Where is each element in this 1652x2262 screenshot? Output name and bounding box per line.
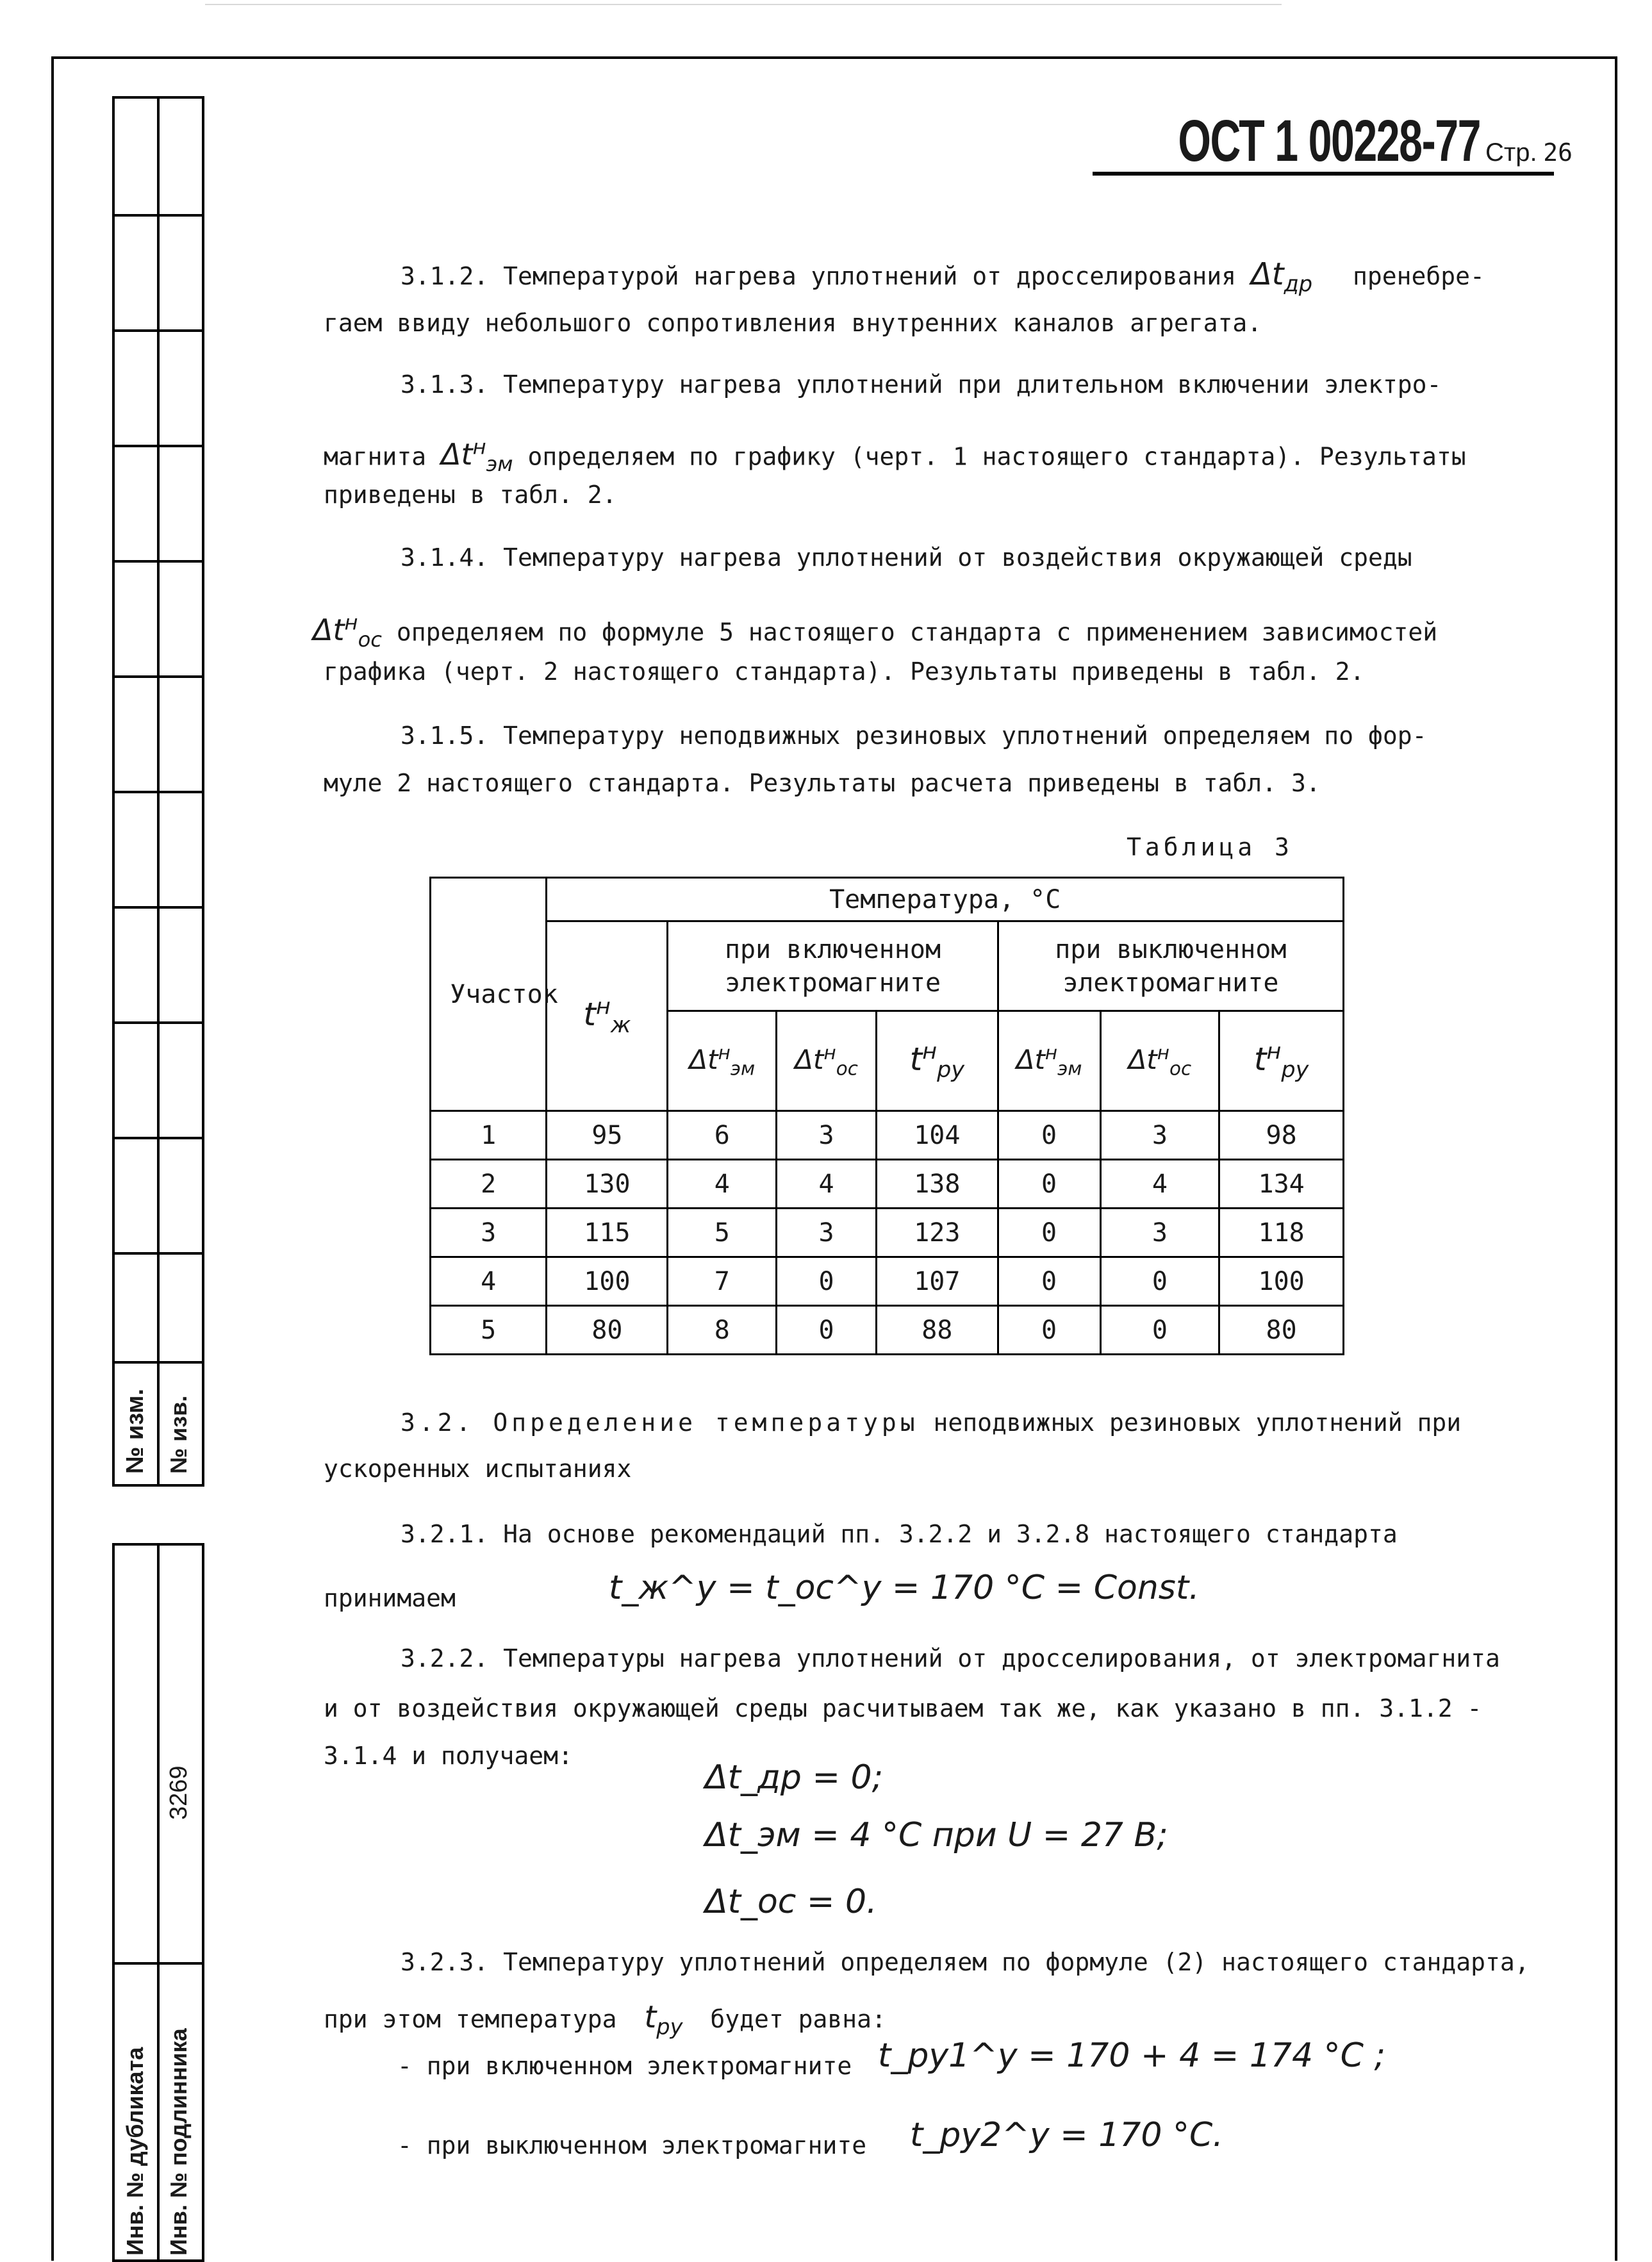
para-3-2-1-line1: 3.2.1. На основе рекомендаций пп. 3.2.2 и 3.2.8 настоящего стандарта — [401, 1520, 1398, 1548]
col-t-ru-off: $t^н_{ру}$ — [1219, 1011, 1344, 1111]
table-row: 1 95 6 3 104 0 3 98 — [431, 1111, 1344, 1160]
duplicate-inv-label: Инв. № дубликата — [122, 2047, 148, 2256]
para-3-1-5-line1: 3.1.5. Температуру неподвижных резиновых уплотнений определяем по фор- — [401, 722, 1427, 750]
formula-t-ru2: t_ру2^у = 170 °С. — [910, 2116, 1223, 2154]
para-3-1-2-line1: 3.1.2. Температурой нагрева уплотнений от дросселирования $\Delta t_{др}$ пренебре- — [401, 256, 1485, 297]
para-3-2-2-line1: 3.2.2. Температуры нагрева уплотнений от дросселирования, от электромагнита — [401, 1644, 1500, 1672]
temperature-header: Температура, °С — [547, 878, 1344, 921]
col-section-header: Участок — [431, 878, 547, 1111]
page-label: Стр. — [1485, 138, 1537, 167]
col-t-zh: $t^н_ж$ — [547, 921, 668, 1111]
formula-t-ru1: t_ру1^у = 170 + 4 = 174 °С ; — [878, 2036, 1385, 2075]
inventory-number: 3269 — [165, 1765, 192, 1820]
formula-dt-os: Δt_ос = 0. — [705, 1883, 877, 1921]
para-3-1-3-line2: магнита $\Delta t^н_{эм}$ определяем по графику (черт. 1 настоящего стандарта). Результаты — [324, 435, 1466, 477]
revision-strip — [112, 96, 204, 1487]
group-off-header: при выключенном электромагните — [998, 921, 1343, 1011]
formula-const: t_ж^у = t_ос^у = 170 °С = Const. — [609, 1569, 1200, 1607]
item-magnet-off: - при выключенном электромагните — [397, 2131, 867, 2159]
table-3 — [429, 877, 1344, 1355]
notice-no-label: № изв. — [165, 1395, 192, 1474]
para-3-1-4-line1: 3.1.4. Температуру нагрева уплотнений от воздействия окружающей среды — [401, 543, 1412, 572]
col-dt-em-off: $\Delta t^н_{эм}$ — [998, 1011, 1100, 1111]
para-3-1-4-line2: $\Delta t^н_{ос}$ определяем по формуле 5 настоящего стандарта с применением зависимостей — [313, 611, 1438, 652]
section-3-2-title: 3.2. Определение температуры неподвижных резиновых уплотнений при — [401, 1408, 1462, 1437]
para-3-1-3-line3: приведены в табл. 2. — [324, 481, 617, 509]
col-dt-os-off: $\Delta t^н_{ос}$ — [1100, 1011, 1219, 1111]
table-row: 2 130 4 4 138 0 4 134 — [431, 1160, 1344, 1209]
para-3-1-5-line2: муле 2 настоящего стандарта. Результаты расчета приведены в табл. 3. — [324, 769, 1321, 797]
col-dt-em-on: $\Delta t^н_{эм}$ — [668, 1011, 777, 1111]
formula-dt-dr: Δt_др = 0; — [705, 1758, 884, 1797]
group-on-header: при включенном электромагните — [668, 921, 998, 1011]
document-header — [1061, 108, 1573, 175]
col-t-ru-on: $t^н_{ру}$ — [877, 1011, 998, 1111]
para-3-1-2-line2: гаем ввиду небольшого сопротивления внутренних каналов агрегата. — [324, 309, 1262, 337]
para-3-2-3-line1: 3.2.3. Температуру уплотнений определяем по формуле (2) настоящего стандарта, — [401, 1948, 1530, 1976]
para-3-1-3-line1: 3.1.3. Температуру нагрева уплотнений при длительном включении электро- — [401, 370, 1442, 399]
formula-dt-em: Δt_эм = 4 °С при U = 27 В; — [705, 1816, 1168, 1854]
page-number: 26 — [1543, 138, 1573, 167]
col-dt-os-on: $\Delta t^н_{ос}$ — [777, 1011, 877, 1111]
para-3-2-1-line2: принимаем — [324, 1584, 456, 1612]
item-magnet-on: - при включенном электромагните — [397, 2052, 852, 2080]
table-row: 5 80 8 0 88 0 0 80 — [431, 1306, 1344, 1355]
document-code: ОСТ 1 00228-77 — [1178, 108, 1481, 174]
table-row: 4 100 7 0 107 0 0 100 — [431, 1257, 1344, 1306]
section-3-2-line2: ускоренных испытаниях — [324, 1455, 632, 1483]
para-3-1-4-line3: графика (черт. 2 настоящего стандарта). Результаты приведены в табл. 2. — [324, 657, 1365, 686]
para-3-2-2-line2: и от воздействия окружающей среды расчитываем так же, как указано в пп. 3.1.2 - — [324, 1694, 1482, 1722]
change-no-label: № изм. — [122, 1389, 149, 1474]
table-caption: Таблица 3 — [1127, 833, 1293, 861]
table-row: 3 115 5 3 123 0 3 118 — [431, 1209, 1344, 1257]
header-underline — [1093, 172, 1554, 176]
scan-top-edge — [205, 4, 1282, 5]
para-3-2-3-line2: при этом температура $t_{ру}$ будет равна: — [324, 1999, 886, 2040]
original-inv-label: Инв. № подлинника — [165, 2028, 192, 2256]
para-3-2-2-line3: 3.1.4 и получаем: — [324, 1742, 573, 1770]
